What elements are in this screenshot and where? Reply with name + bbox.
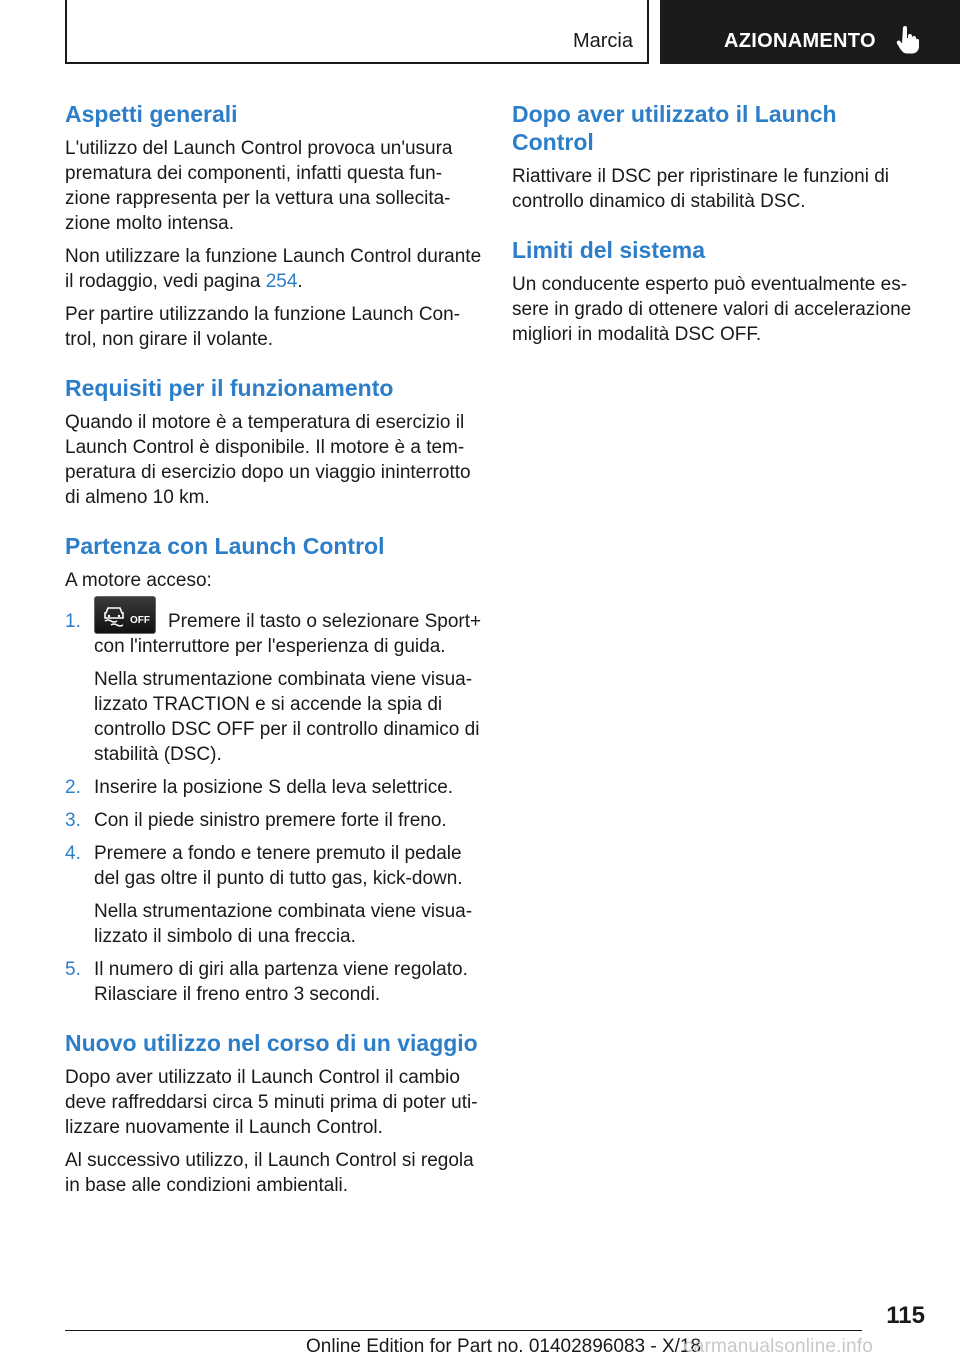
paragraph: A motore acceso: <box>65 570 212 591</box>
paragraph: Un conducente esperto può eventualmente es-sere in grado di ottenere valori di accelerazione migliori in modalità DSC OFF. <box>512 274 912 345</box>
text: . <box>297 271 303 292</box>
dsc-off-button-icon <box>94 596 156 634</box>
paragraph: Per partire utilizzando la funzione Launch Con-trol, non girare il volante. <box>65 304 461 350</box>
paragraph: Quando il motore è a temperatura di esercizio il Launch Control è disponibile. Il motore è a tem-peratura di esercizio dopo un viaggio ininterrotto di almeno 10 km. <box>65 412 471 508</box>
section-after-use <box>512 100 922 214</box>
header-section-box <box>65 0 649 64</box>
steps-list <box>65 609 485 1007</box>
paragraph: Riattivare il DSC per ripristinare le funzioni di controllo dinamico di stabilità DSC. <box>512 166 889 212</box>
page-link[interactable]: 254 <box>265 271 298 292</box>
step-number: 5. <box>65 959 81 980</box>
heading-reuse: Nuovo utilizzo nel corso di un viaggio <box>65 1030 478 1056</box>
section-system-limits <box>512 236 922 347</box>
paragraph: L'utilizzo del Launch Control provoca un'usura prematura dei componenti, infatti questa fun-zione rappresenta per la vettura una sollecita-zione molto intensa. <box>65 138 453 234</box>
list-item <box>65 775 485 800</box>
list-item <box>65 957 485 1007</box>
footer-divider <box>65 1330 862 1331</box>
pointing-hand-icon <box>896 26 920 54</box>
section-general-aspects <box>65 100 485 352</box>
step-text: Inserire la posizione S della leva selettrice. <box>94 777 454 798</box>
step-text: Il numero di giri alla partenza viene regolato. Rilasciare il freno entro 3 secondi. <box>94 959 468 1005</box>
step-number: 4. <box>65 843 81 864</box>
text: Premere il tasto o selezionare Sport+ con l'interruttore per l'esperienza di guida. <box>94 611 482 657</box>
step-note: Nella strumentazione combinata viene visua-lizzato il simbolo di una freccia. <box>94 901 473 947</box>
step-note: Nella strumentazione combinata viene visua-lizzato TRACTION e si accende la spia di controllo DSC OFF per il controllo dinamico di stabilità (DSC). <box>94 669 480 765</box>
paragraph: Al successivo utilizzo, il Launch Control si regola in base alle condizioni ambientali. <box>65 1150 474 1196</box>
section-requirements <box>65 374 485 510</box>
dsc-off-label: OFF <box>130 614 150 626</box>
step-text: Con il piede sinistro premere forte il freno. <box>94 810 447 831</box>
heading-after-use: Dopo aver utilizzato il Launch Control <box>512 101 837 155</box>
paragraph: Dopo aver utilizzato il Launch Control il cambio deve raffreddarsi circa 5 minuti prima di poter uti-lizzare nuovamente il Launch Control. <box>65 1067 478 1138</box>
footer-edition: Online Edition for Part no. 01402896083 - X/18 <box>306 1336 702 1357</box>
header-chapter-title: AZIONAMENTO <box>724 30 876 52</box>
section-launch-control-start <box>65 532 485 1007</box>
heading-requirements: Requisiti per il funzionamento <box>65 375 394 401</box>
car-skid-icon <box>99 603 129 627</box>
header-section-title: Marcia <box>572 30 633 52</box>
left-column <box>65 100 485 1220</box>
text: Non utilizzare la funzione Launch Control durante il rodaggio, vedi pagina <box>65 246 482 292</box>
heading-system-limits: Limiti del sistema <box>512 237 706 263</box>
header-chapter-tab[interactable] <box>660 0 960 64</box>
page-number: 115 <box>886 1302 925 1329</box>
list-item <box>65 841 485 949</box>
step-number: 2. <box>65 777 81 798</box>
right-column <box>512 100 922 369</box>
watermark: carmanualsonline.info <box>684 1336 874 1357</box>
heading-launch-control-start: Partenza con Launch Control <box>65 533 385 559</box>
section-reuse <box>65 1029 485 1198</box>
list-item <box>65 609 485 767</box>
step-text: Premere a fondo e tenere premuto il pedale del gas oltre il punto di tutto gas, kick-down. <box>94 843 463 889</box>
step-text <box>94 609 485 659</box>
step-number: 3. <box>65 810 81 831</box>
paragraph <box>65 244 485 294</box>
heading-general-aspects: Aspetti generali <box>65 101 238 127</box>
step-number: 1. <box>65 611 81 632</box>
list-item <box>65 808 485 833</box>
